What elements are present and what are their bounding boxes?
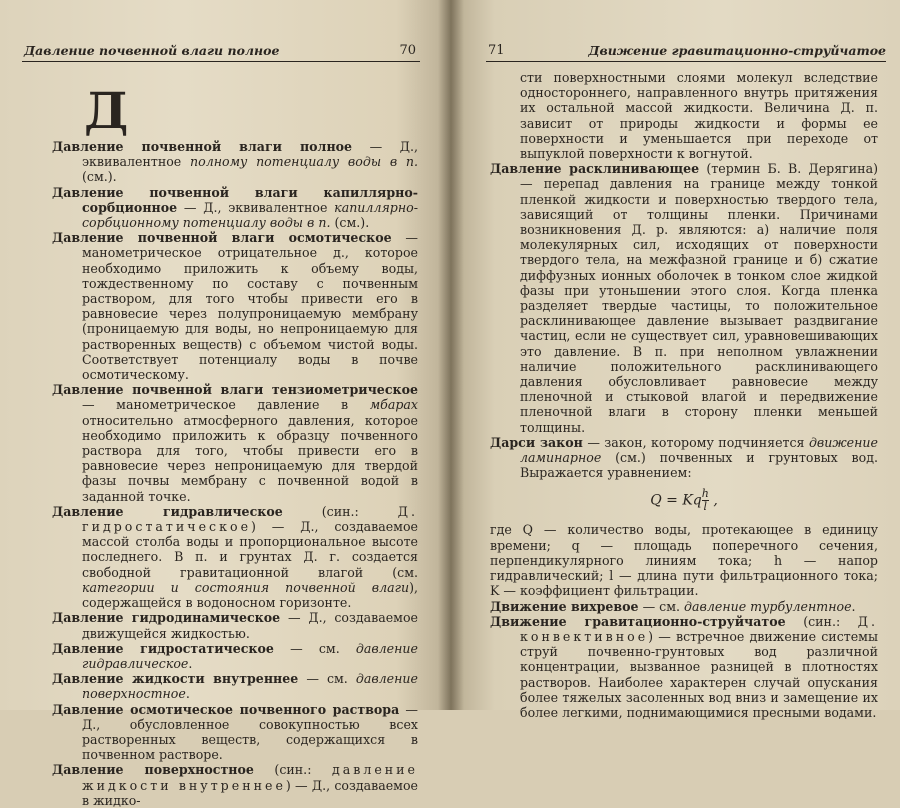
left-text-column xyxy=(52,139,418,808)
dictionary-entry: Давление поверхностное (син.: давление жидкости внутреннее) — Д., создаваемое в жидко- xyxy=(52,762,419,808)
dictionary-entry: Давление жидкости внутреннее — см. давление поверхностное. xyxy=(52,671,418,702)
left-page-number: 70 xyxy=(399,43,416,58)
dictionary-entry: Давление почвенной влаги тензиометрическое — манометрическое давление в мбарах относительно атмосферного давления, которое необходимо приложить к образцу почвенного раствора для того, чтобы привести его в равновесие через непроницаемую для твердой фазы почвы мембрану с почвенной водой в заданной точке. xyxy=(52,382,418,504)
dictionary-entry: Давление почвенной влаги капиллярно-сорбционное — Д., эквивалентное капиллярно-сорбционному потенциалу воды в п. (см.). xyxy=(52,184,418,231)
dictionary-entry: Дарси закон — закон, которому подчиняется движение ламинарное (см.) почвенных и грунтовых вод. Выражается уравнением: xyxy=(490,434,878,481)
dictionary-entry: Давление осмотическое почвенного раствора — Д., обусловленное совокупностью всех растворенных веществ, содержащихся в почвенном растворе. xyxy=(52,701,418,763)
dictionary-entry: Давление гидравлическое (син.: Д. гидростатическое) — Д., создаваемое массой столба воды и пропорциональное высоте последнего. В п. и грунтах Д. г. создается свободной гравитационной влагой (см. категории и состояния почвенной влаги), содержащейся в водоносном горизонте. xyxy=(52,503,418,611)
right-page-number: 71 xyxy=(488,43,505,58)
formula-explanation: где Q — количество воды, протекающее в единицу времени; q — площадь поперечного сечения, перпендикулярного линиям тока; h — напор гидравлический; l — длина пути фильтрационного тока; K — коэффициент фильтрации. xyxy=(490,522,878,599)
left-running-header xyxy=(22,40,420,62)
dictionary-entry: Давление почвенной влаги осмотическое — манометрическое отрицательное д., которое необходимо приложить к объему воды, тождественному по составу с почвенным раствором, для того чтобы привести его в равновесие через полупроницаемую мембрану (проницаемую для воды, но непроницаемую для растворенных веществ) с объемом чистой воды. Соответствует потенциалу воды в почве осмотическому. xyxy=(52,230,418,383)
dictionary-entry: Давление расклинивающее (термин Б. В. Дерягина) — перепад давления на границе между тонкой пленкой жидкости и поверхностью твердого тела, зависящий от толщины пленки. Причинами возникновения Д. р. являются: а) наличие поля молекулярных сил, исходящих от поверхности твердого тела, на межфазной границе и б) сжатие диффузных ионных оболочек в тонком слое жидкой фазы при утоньшении этого слоя. Когда пленка разделяет твердые частицы, то положительное расклинивающее давление вызывает раздвигание частиц, если не существует сил, уравновешивающих это давление. В п. при неполном увлажнении наличие положительного расклинивающего давления обусловливает равновесие между пленочной и стыковой влагой и передвижение пленочной влаги в сторону пленки меньшей толщины. xyxy=(490,161,878,435)
left-header-title: Давление почвенной влаги полное xyxy=(24,43,280,58)
dictionary-entry: Движение вихревое — см. давление турбулентное. xyxy=(490,598,856,614)
book-gutter xyxy=(438,0,464,710)
right-text-column xyxy=(490,70,878,720)
dictionary-entry: Давление почвенной влаги полное — Д., эквивалентное полному потенциалу воды в п. (см.). xyxy=(52,139,418,185)
right-running-header xyxy=(486,40,886,62)
right-header-title: Движение гравитационно-струйчатое xyxy=(588,43,886,58)
dictionary-entry: Давление гидростатическое — см. давление гидравлическое. xyxy=(52,640,418,671)
right-page xyxy=(450,0,900,720)
dictionary-entry: Движение гравитационно-струйчатое (син.: Д. конвективное) — встречное движение системы струй почвенно-грунтовых вод различной концентрации, вызванное разницей в плотностях растворов. Наиболее характерен случай опускания более тяжелых засоленных вод вниз и замещение их более легкими, поднимающимися пресными водами. xyxy=(490,613,878,720)
dictionary-entry: Давление гидродинамическое — Д., создаваемое движущейся жидкостью. xyxy=(52,610,418,641)
darcy-formula: Q = Kq $\frac{h}{l}$ , xyxy=(650,487,718,514)
formula-fraction: $\frac{h}{l}$ xyxy=(701,487,709,514)
entry-continuation: сти поверхностными слоями молекул вследствие одностороннего, направленного внутрь притяжения их остальной массой жидкости. Величина Д. п. зависит от природы жидкости и формы ее поверхности и уменьшается при переходе от выпуклой поверхности к вогнутой. xyxy=(520,70,878,162)
section-letter: Д xyxy=(84,81,129,140)
